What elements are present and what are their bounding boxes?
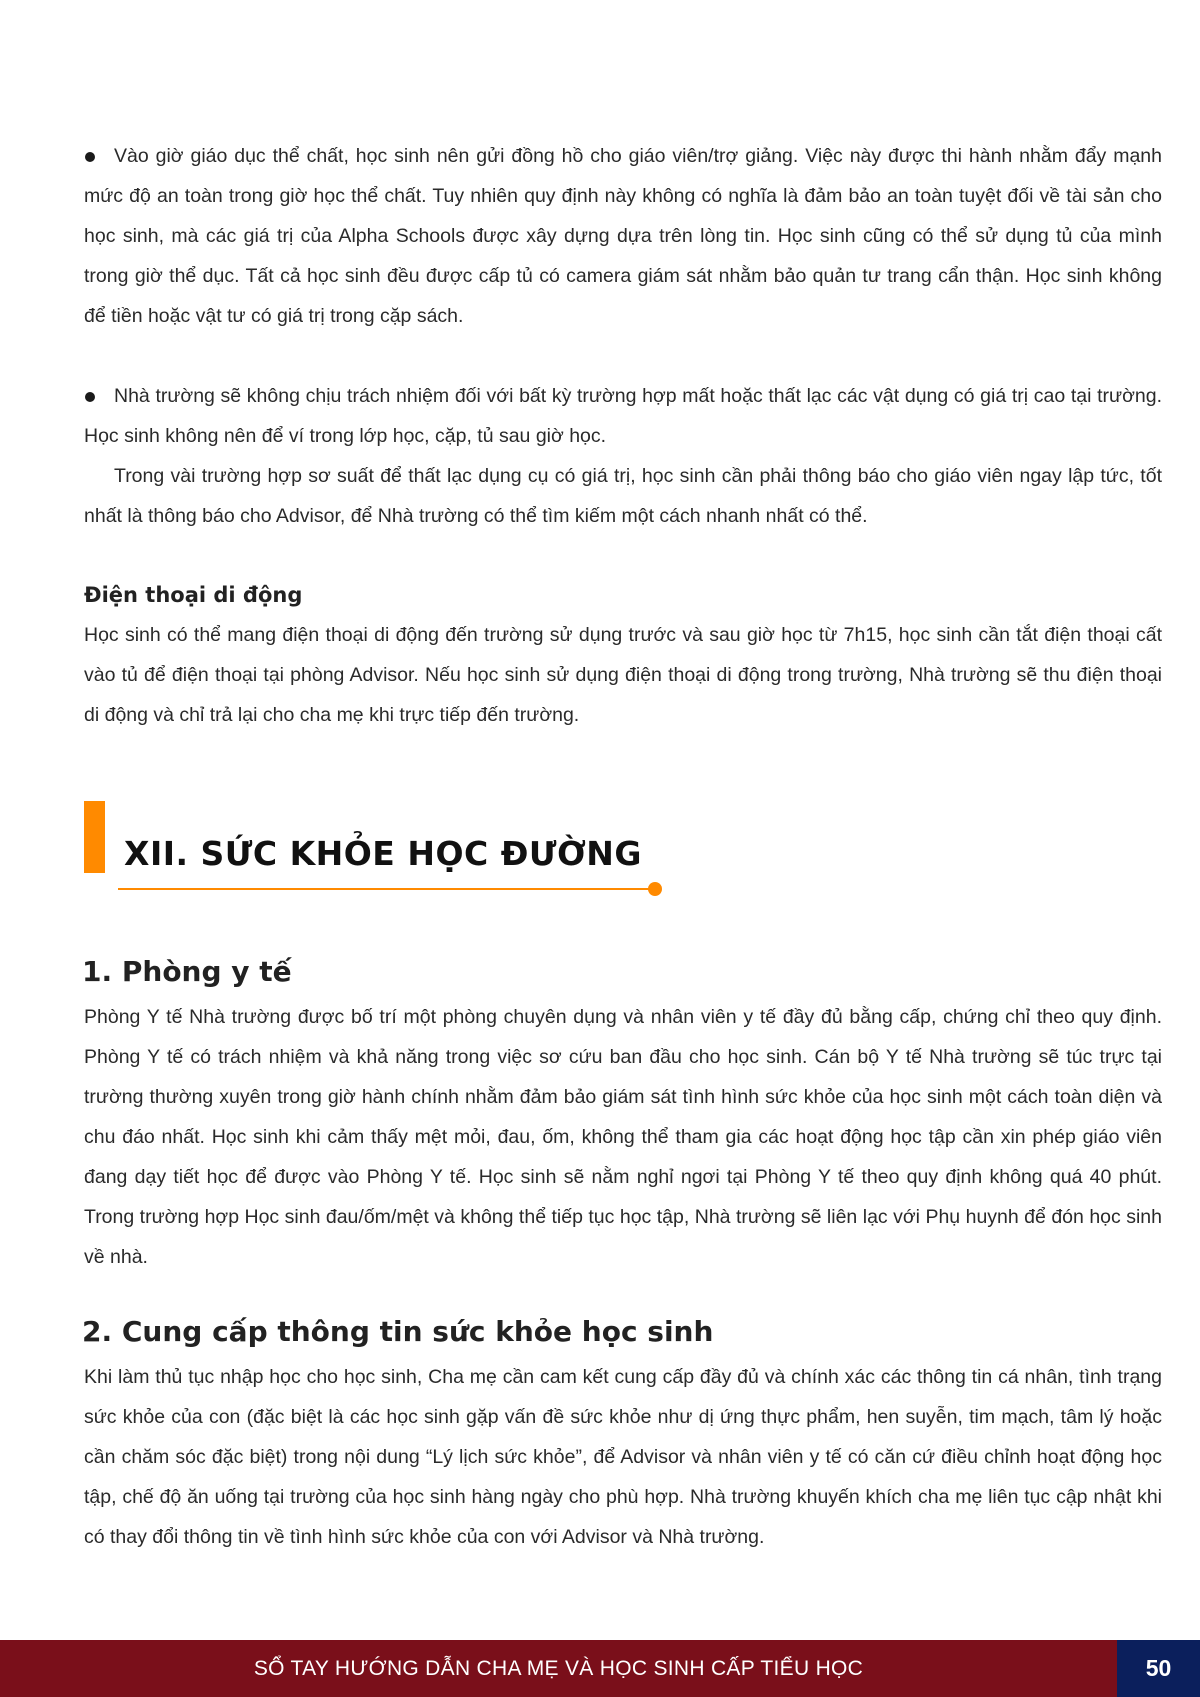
page-number: 50 — [1117, 1640, 1200, 1697]
subsection-heading-health-info: 2. Cung cấp thông tin sức khỏe học sinh — [82, 1315, 714, 1348]
bullet-paragraph-valuables: Nhà trường sẽ không chịu trách nhiệm đối với bất kỳ trường hợp mất hoặc thất lạc các vật dụng có giá trị cao tại trường. Học sinh không nên để ví trong lớp học, cặp, tủ sau giờ học. — [84, 385, 1162, 447]
phone-paragraph: Học sinh có thể mang điện thoại di động đến trường sử dụng trước và sau giờ học từ 7h15, học sinh cần tắt điện thoại cất vào tủ để điện thoại tại phòng Advisor. Nếu học sinh sử dụng điện thoại di động trong trường, Nhà trường sẽ thu điện thoại di động và chỉ trả lại cho cha mẹ khi trực tiếp đến trường. — [84, 624, 1162, 726]
paragraph-lost-items: Trong vài trường hợp sơ suất để thất lạc dụng cụ có giá trị, học sinh cần phải thông báo cho giáo viên ngay lập tức, tốt nhất là thông báo cho Advisor, để Nhà trường có thể tìm kiếm một cách nhanh nhất có thể. — [84, 465, 1162, 527]
section-underline-dot — [648, 882, 662, 896]
section-accent-bar — [84, 801, 105, 873]
footer-bar — [0, 1640, 1200, 1697]
section-title: XII. SỨC KHỎE HỌC ĐƯỜNG — [124, 834, 642, 873]
health-info-paragraph: Khi làm thủ tục nhập học cho học sinh, Cha mẹ cần cam kết cung cấp đầy đủ và chính xác các thông tin cá nhân, tình trạng sức khỏe của con (đặc biệt là các học sinh gặp vấn đề sức khỏe như dị ứng thực phẩm, hen suyễn, tim mạch, tâm lý hoặc cần chăm sóc đặc biệt) trong nội dung “Lý lịch sức khỏe”, để Advisor và nhân viên y tế có căn cứ điều chỉnh hoạt động học tập, chế độ ăn uống tại trường của học sinh hàng ngày cho phù hợp. Nhà trường khuyến khích cha mẹ liên tục cập nhật khi có thay đổi thông tin về tình hình sức khỏe của con với Advisor và Nhà trường. — [84, 1366, 1162, 1548]
phone-heading: Điện thoại di động — [84, 583, 303, 607]
footer-title: SỔ TAY HƯỚNG DẪN CHA MẸ VÀ HỌC SINH CẤP TIỂU HỌC — [253, 1657, 864, 1680]
subsection-heading-medical-room: 1. Phòng y tế — [82, 955, 292, 988]
bullet-paragraph-watches: Vào giờ giáo dục thể chất, học sinh nên gửi đồng hồ cho giáo viên/trợ giảng. Việc này được thi hành nhằm đẩy mạnh mức độ an toàn trong giờ học thể chất. Tuy nhiên quy định này không có nghĩa là đảm bảo an toàn tuyệt đối về tài sản cho học sinh, mà các giá trị của Alpha Schools được xây dựng dựa trên lòng tin. Học sinh cũng có thể sử dụng tủ của mình trong giờ thể dục. Tất cả học sinh đều được cấp tủ có camera giám sát nhằm bảo quản tư trang cẩn thận. Học sinh không để tiền hoặc vật tư có giá trị trong cặp sách. — [84, 145, 1162, 327]
section-underline — [118, 888, 653, 890]
medical-room-paragraph: Phòng Y tế Nhà trường được bố trí một phòng chuyên dụng và nhân viên y tế đầy đủ bằng cấp, chứng chỉ theo quy định. Phòng Y tế có trách nhiệm và khả năng trong việc sơ cứu ban đầu cho học sinh. Cán bộ Y tế Nhà trường sẽ túc trực tại trường thường xuyên trong giờ hành chính nhằm đảm bảo giám sát tình hình sức khỏe của học sinh một cách toàn diện và chu đáo nhất. Học sinh khi cảm thấy mệt mỏi, đau, ốm, không thể tham gia các hoạt động học tập cần xin phép giáo viên đang dạy tiết học để được vào Phòng Y tế. Học sinh sẽ nằm nghỉ ngơi tại Phòng Y tế theo quy định không quá 40 phút. Trong trường hợp Học sinh đau/ốm/mệt và không thể tiếp tục học tập, Nhà trường sẽ liên lạc với Phụ huynh để đón học sinh về nhà. — [84, 1006, 1162, 1268]
